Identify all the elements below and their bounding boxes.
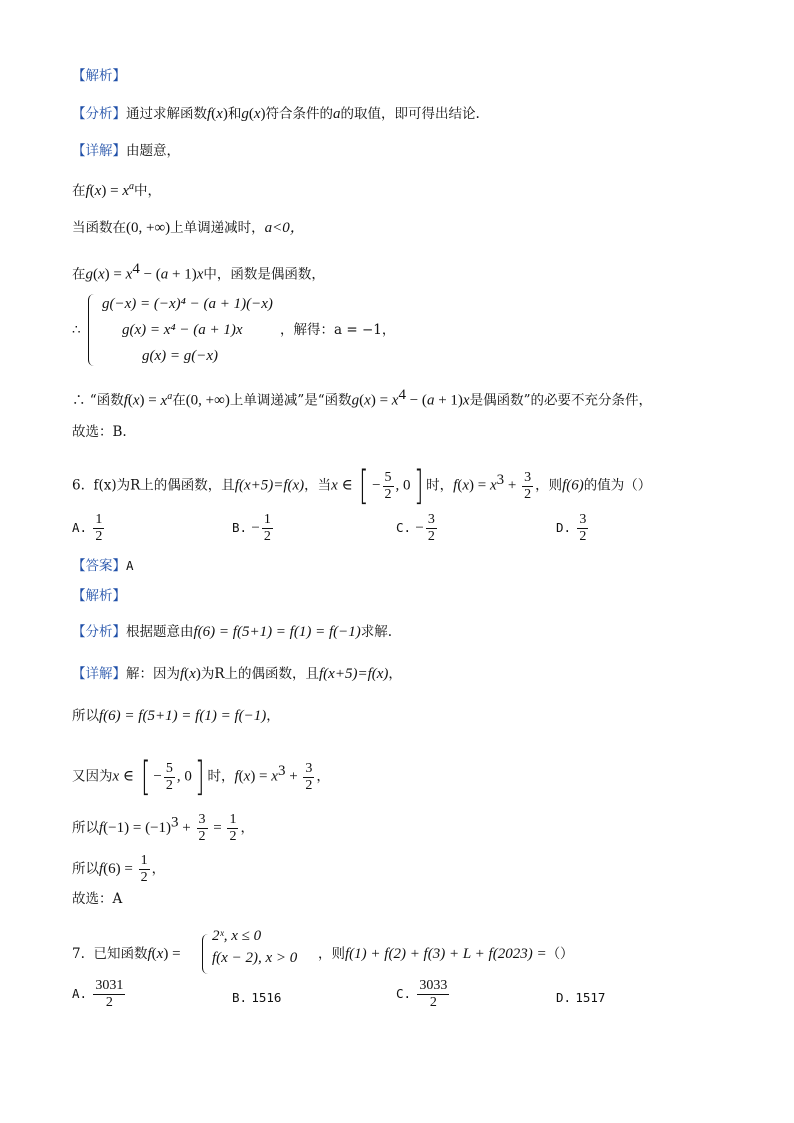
detail-line-3: 在$g(x) = x^4 - (a + 1)x$中，函数是偶函数，: [72, 261, 325, 283]
detail-line-1: 在$f(x) = x^a$中，: [72, 181, 161, 199]
q6-option-3[interactable]: D. $\frac{3}{2}$: [556, 512, 587, 544]
answer-choice-5: 故选：B.: [72, 424, 127, 440]
q7-option-2[interactable]: C. $\frac{3033}{2}$: [396, 978, 448, 1010]
detail-line-6-2: 又因为x ∈ [ − $\frac{5}{2}$ , 0] 时，$f(x) = x^3$ + $\frac{3}{2}$ ，: [72, 754, 330, 800]
detail-line-6-1: 所以f(6) = f(5+1) = f(1) = f(−1)，: [72, 708, 280, 724]
system-brace: [88, 294, 99, 366]
q6-option-0[interactable]: A. $\frac{1}{2}$: [72, 512, 103, 544]
analysis-summary-6: 【分析】根据题意由f(6) = f(5+1) = f(1) = f(−1)求解.: [72, 624, 393, 640]
q6-option-1[interactable]: B. − $\frac{1}{2}$: [232, 512, 271, 544]
detail-line-6-4: 所以f(6) = $\frac{1}{2}$ ，: [72, 853, 166, 885]
q7-option-1[interactable]: B. 1516: [232, 990, 282, 1005]
question-6-stem: 6. f(x)为R上的偶函数，且f(x+5)=f(x)，当x ∈ [ − $\frac{5}{2}$ , 0] 时，$f(x) = x^3$ + $\frac{3}{2}$ ，则f(6)的值为（）: [72, 463, 652, 509]
analysis-heading-6: 【解析】: [72, 588, 126, 604]
conclusion-line: ∴ “函数$f(x) = x^a$在(0, +∞)上单调递减”是“函数$g(x) = x^4 - (a + 1)x$是偶函数”的必要不充分条件，: [72, 387, 652, 409]
q7-option-0[interactable]: A. $\frac{3031}{2}$: [72, 978, 124, 1010]
q7-option-3[interactable]: D. 1517: [556, 990, 606, 1005]
q6-option-2[interactable]: C. − $\frac{3}{2}$: [396, 512, 435, 544]
detail-intro: 【详解】由题意，: [72, 143, 180, 159]
answer-line-6: 【答案】A: [72, 558, 134, 574]
answer-choice-6: 故选：A: [72, 891, 123, 907]
detail-intro-6: 【详解】解：因为f(x)为R上的偶函数，且f(x+5)=f(x)，: [72, 666, 402, 682]
piecewise-brace: [202, 934, 211, 974]
detail-line-2: 当函数在(0, +∞)上单调递减时，a<0，: [72, 220, 305, 236]
detail-line-6-3: 所以$f(-1) = (-1)^3$ + $\frac{3}{2}$ = $\frac{1}{2}$ ，: [72, 812, 254, 844]
analysis-summary: 【分析】通过求解函数f(x)和g(x)符合条件的a的取值，即可得出结论.: [72, 106, 480, 122]
analysis-heading: 【解析】: [72, 68, 126, 84]
